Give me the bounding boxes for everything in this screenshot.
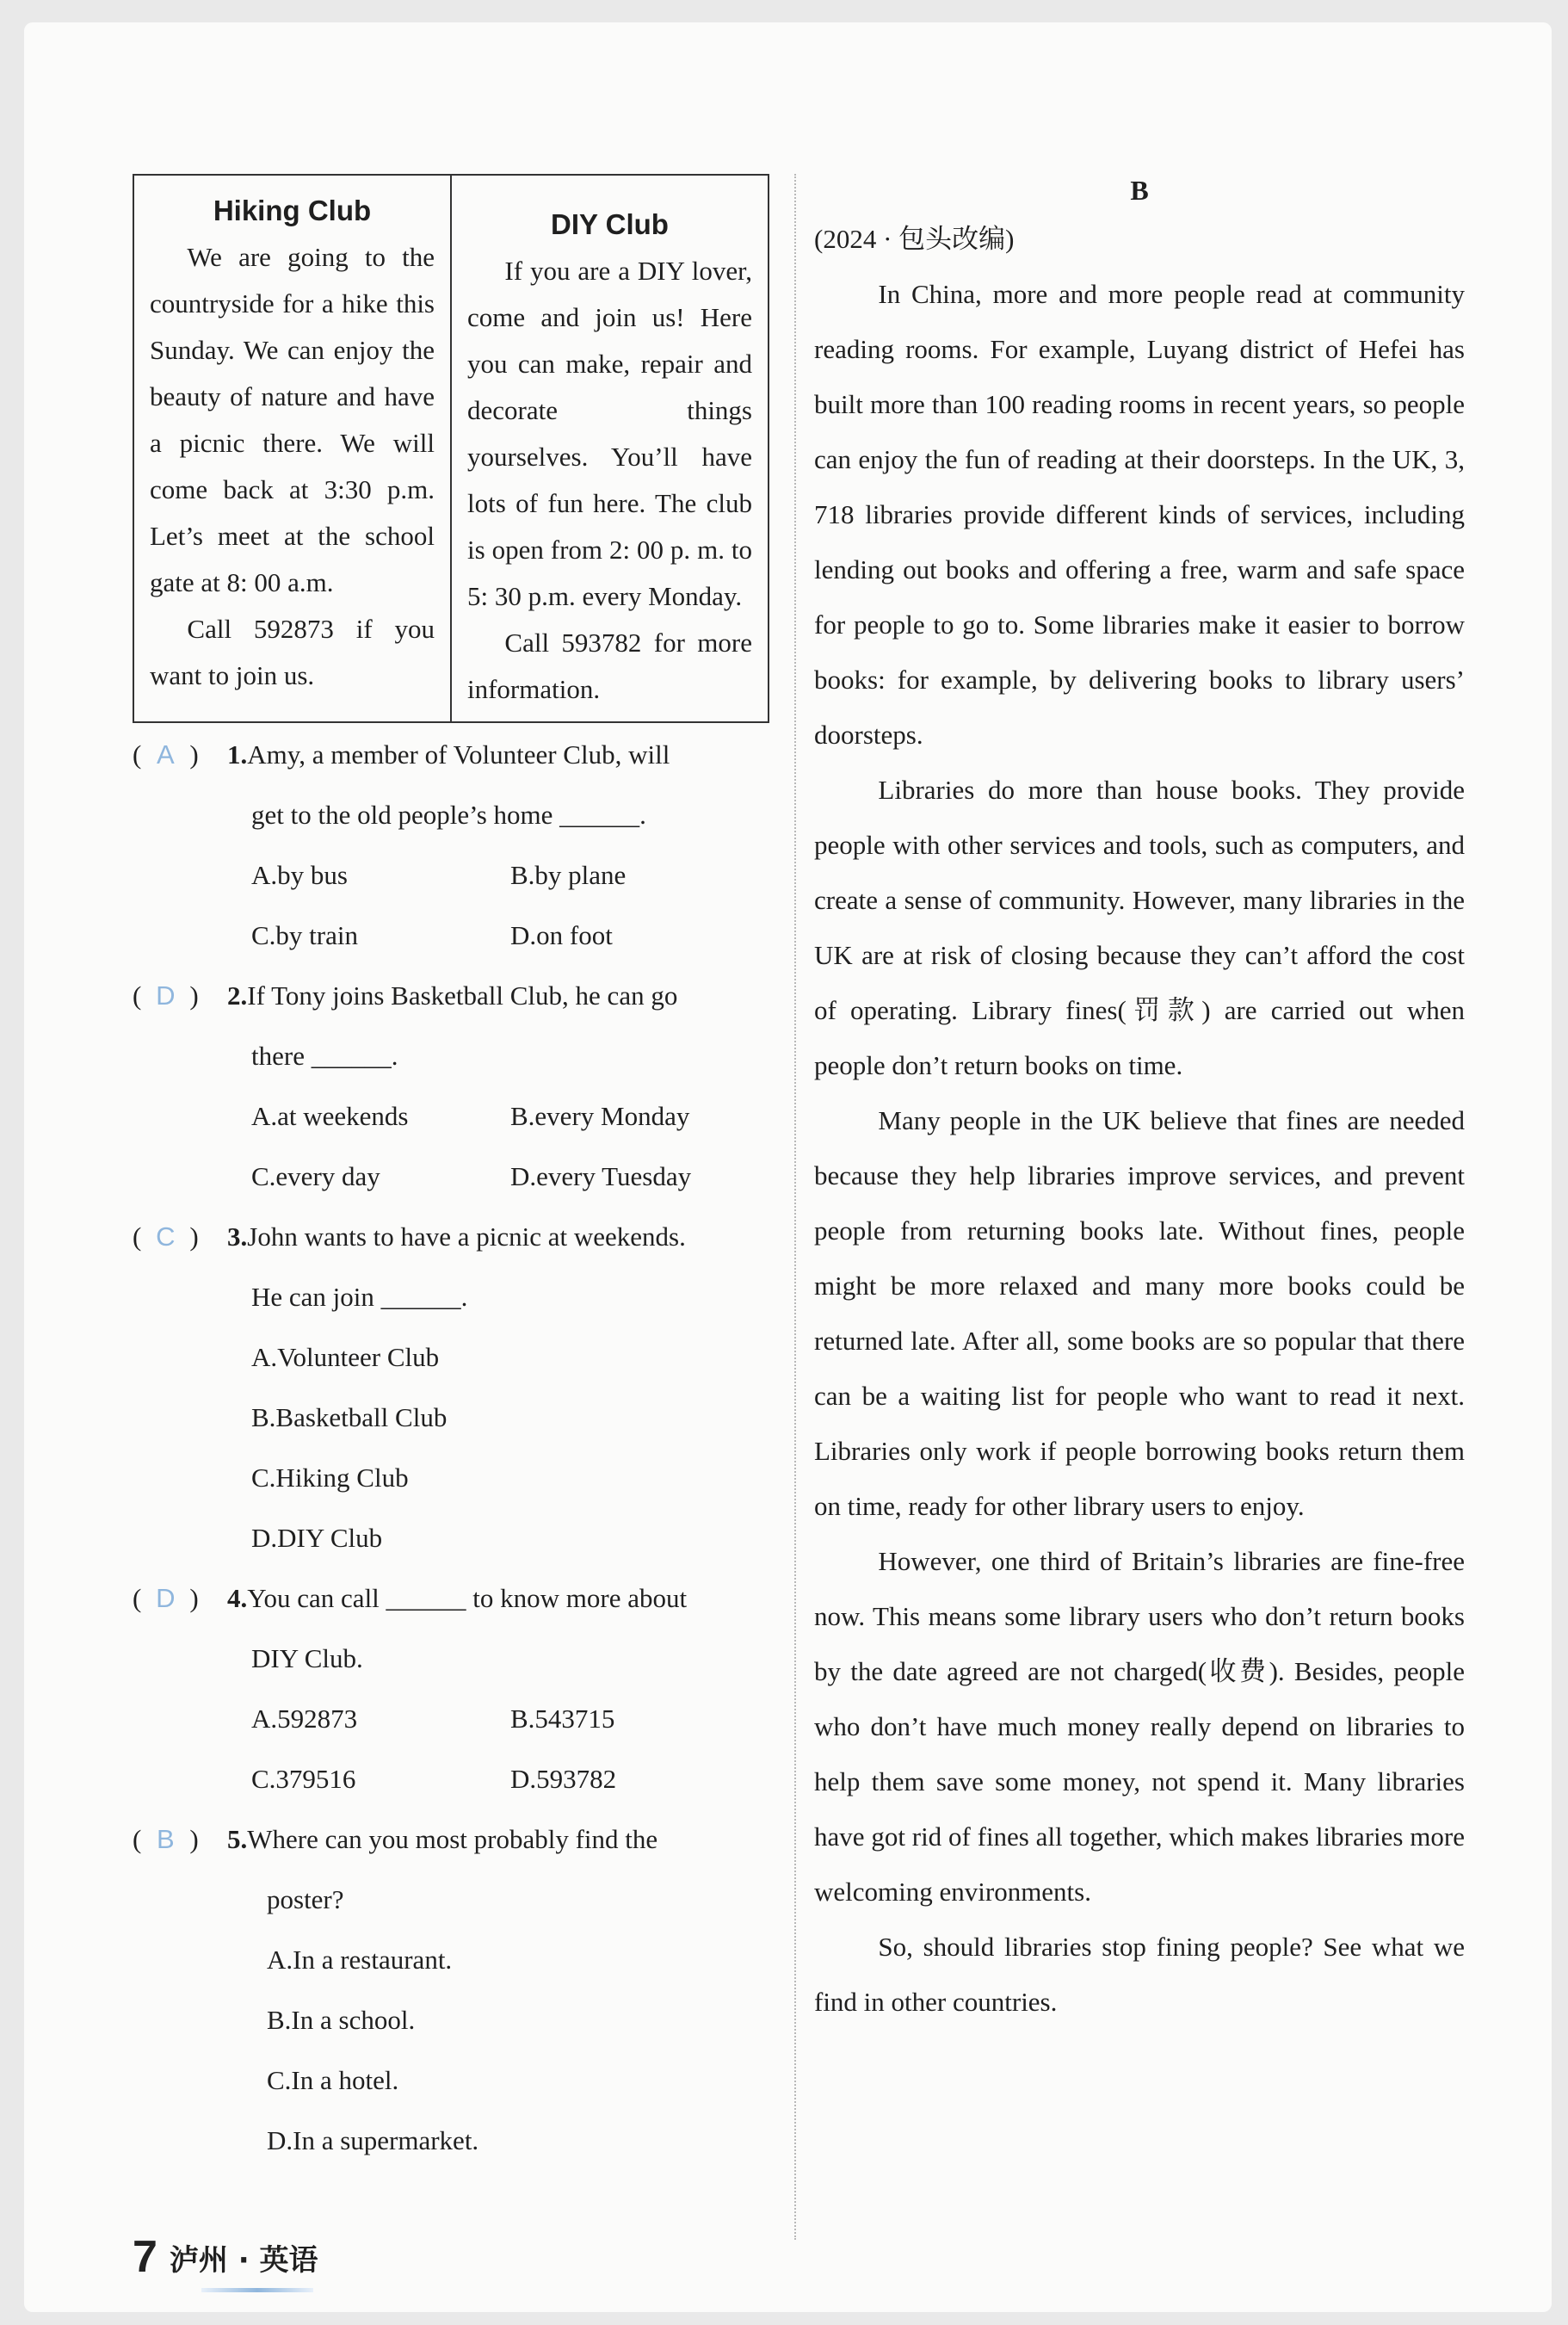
passage-paragraph: Many people in the UK believe that fines are needed because they help libraries improve services, and prevent people from returning books late. Without fines, people might be more relaxed and many more books could be returned late. After all, some books are so popular that there can be a waiting list for people who want to read it next. Libraries only work if people borrowing books return them on time, ready for other library users to enjoy. (814, 1105, 1465, 1521)
question-stem-cont: poster? (267, 1884, 344, 1914)
option-d: D.593782 (510, 1764, 617, 1794)
hiking-club-text: We are going to the countryside for a hike this Sunday. We can enjoy the beauty of nature and have a picnic there. We will come back at 3:30 p.m. Let’s meet at the school gate at 8: 00 a.m. (150, 242, 435, 597)
passage-paragraph: Libraries do more than house books. They provide people with other services and tools, such as computers, and create a sense of community. However, many libraries in the UK are at risk of closing because they can’t afford the cost of operating. Library fines(罚款) are carried out when people don’t return books on time. (814, 775, 1465, 1080)
diy-club-text: If you are a DIY lover, come and join us! Here you can make, repair and decorate things yourselves. You’ll have lots of fun here. The club is open from 2: 00 p. m. to 5: 30 p.m. every Monday. (467, 256, 752, 611)
option-c: C.Hiking Club (251, 1462, 409, 1493)
question-1: ( A ) 1.Amy, a member of Volunteer Club, will get to the old people’s home ______. A.by bus B.by plane C.by train D.on foot (133, 725, 769, 966)
option-d: D.every Tuesday (510, 1161, 692, 1191)
option-c: C.379516 (251, 1764, 356, 1794)
option-d: D.In a supermarket. (267, 2125, 479, 2155)
question-number: 2. (227, 980, 248, 1011)
option-c: C.In a hotel. (267, 2065, 399, 2095)
passage-paragraph: So, should libraries stop fining people? See what we find in other countries. (814, 1932, 1465, 2017)
option-b: B.every Monday (510, 1101, 690, 1131)
footer-title: 泸州 · 英语 (169, 2243, 318, 2278)
right-column (814, 169, 1465, 2030)
question-stem: You can call ______ to know more about (247, 1583, 688, 1613)
answer-mark: C (156, 1221, 176, 1252)
question-2: ( D ) 2.If Tony joins Basketball Club, he can go there ______. A.at weekends B.every Monday C.every day D.every Tuesday (133, 966, 769, 1207)
option-a: A.In a restaurant. (267, 1945, 453, 1975)
question-stem: Where can you most probably find the (247, 1824, 658, 1854)
answer-mark: A (156, 739, 175, 770)
page (24, 22, 1552, 2312)
option-c: C.every day (251, 1161, 380, 1191)
question-5: ( B ) 5.Where can you most probably find the poster? A.In a restaurant. B.In a school. C.In a hotel. D.In a supermarket. (133, 1809, 769, 2171)
passage-paragraph: In China, more and more people read at community reading rooms. For example, Luyang district of Hefei has built more than 100 reading rooms in recent years, so people can enjoy the fun of reading at their doorsteps. In the UK, 3, 718 libraries provide different kinds of services, including lending out books and offering a free, warm and safe space for people to go to. Some libraries make it easier to borrow books: for example, by delivering books to library users’ doorsteps. (814, 279, 1465, 750)
option-a: A.by bus (251, 860, 348, 890)
left-column (133, 174, 769, 2171)
answer-mark: D (156, 980, 176, 1011)
question-number: 4. (227, 1583, 248, 1613)
passage-source: (2024 · 包头改编) (814, 224, 1015, 254)
question-stem-cont: He can join ______. (251, 1282, 468, 1312)
answer-mark: B (156, 1824, 175, 1854)
page-footer (133, 2232, 318, 2282)
question-number: 1. (227, 739, 248, 770)
answer-mark: D (156, 1583, 176, 1613)
question-stem-cont: DIY Club. (251, 1643, 363, 1673)
club-posters-table (133, 174, 769, 723)
question-number: 3. (227, 1221, 248, 1252)
hiking-club-call: Call 592873 if you want to join us. (150, 614, 435, 690)
option-d: D.DIY Club (251, 1523, 383, 1553)
diy-club-title: DIY Club (551, 208, 669, 240)
question-stem-cont: there ______. (251, 1041, 398, 1071)
option-b: B.543715 (510, 1704, 615, 1734)
page-number: 7 (133, 2232, 157, 2282)
question-stem-cont: get to the old people’s home ______. (251, 800, 646, 830)
option-b: B.Basketball Club (251, 1402, 448, 1432)
option-b: B.In a school. (267, 2005, 416, 2035)
option-c: C.by train (251, 920, 358, 950)
diy-club-poster (451, 175, 769, 722)
hiking-club-poster (133, 175, 451, 722)
footer-underline (201, 2288, 313, 2292)
question-4: ( D ) 4.You can call ______ to know more about DIY Club. A.592873 B.543715 C.379516 D.593782 (133, 1568, 769, 1809)
question-3: ( C ) 3.John wants to have a picnic at weekends. He can join ______. A.Volunteer Club B.Basketball Club C.Hiking Club D.DIY Club (133, 1207, 769, 1568)
passage-paragraph: However, one third of Britain’s libraries are fine-free now. This means some library users who don’t return books by the date agreed are not charged(收费). Besides, people who don’t have much money really depend on libraries to help them save some money, not spend it. Many libraries have got rid of fines all together, which makes libraries more welcoming environments. (814, 1546, 1465, 1907)
hiking-club-title: Hiking Club (213, 195, 372, 226)
option-d: D.on foot (510, 920, 613, 950)
option-a: A.Volunteer Club (251, 1342, 440, 1372)
question-stem: Amy, a member of Volunteer Club, will (247, 739, 670, 770)
diy-club-call: Call 593782 for more information. (467, 628, 752, 704)
section-label: B (1130, 175, 1149, 206)
option-a: A.592873 (251, 1704, 358, 1734)
question-stem: If Tony joins Basketball Club, he can go (247, 980, 678, 1011)
option-a: A.at weekends (251, 1101, 409, 1131)
question-number: 5. (227, 1824, 248, 1854)
question-stem: John wants to have a picnic at weekends. (247, 1221, 686, 1252)
option-b: B.by plane (510, 860, 627, 890)
column-divider (794, 174, 796, 2240)
